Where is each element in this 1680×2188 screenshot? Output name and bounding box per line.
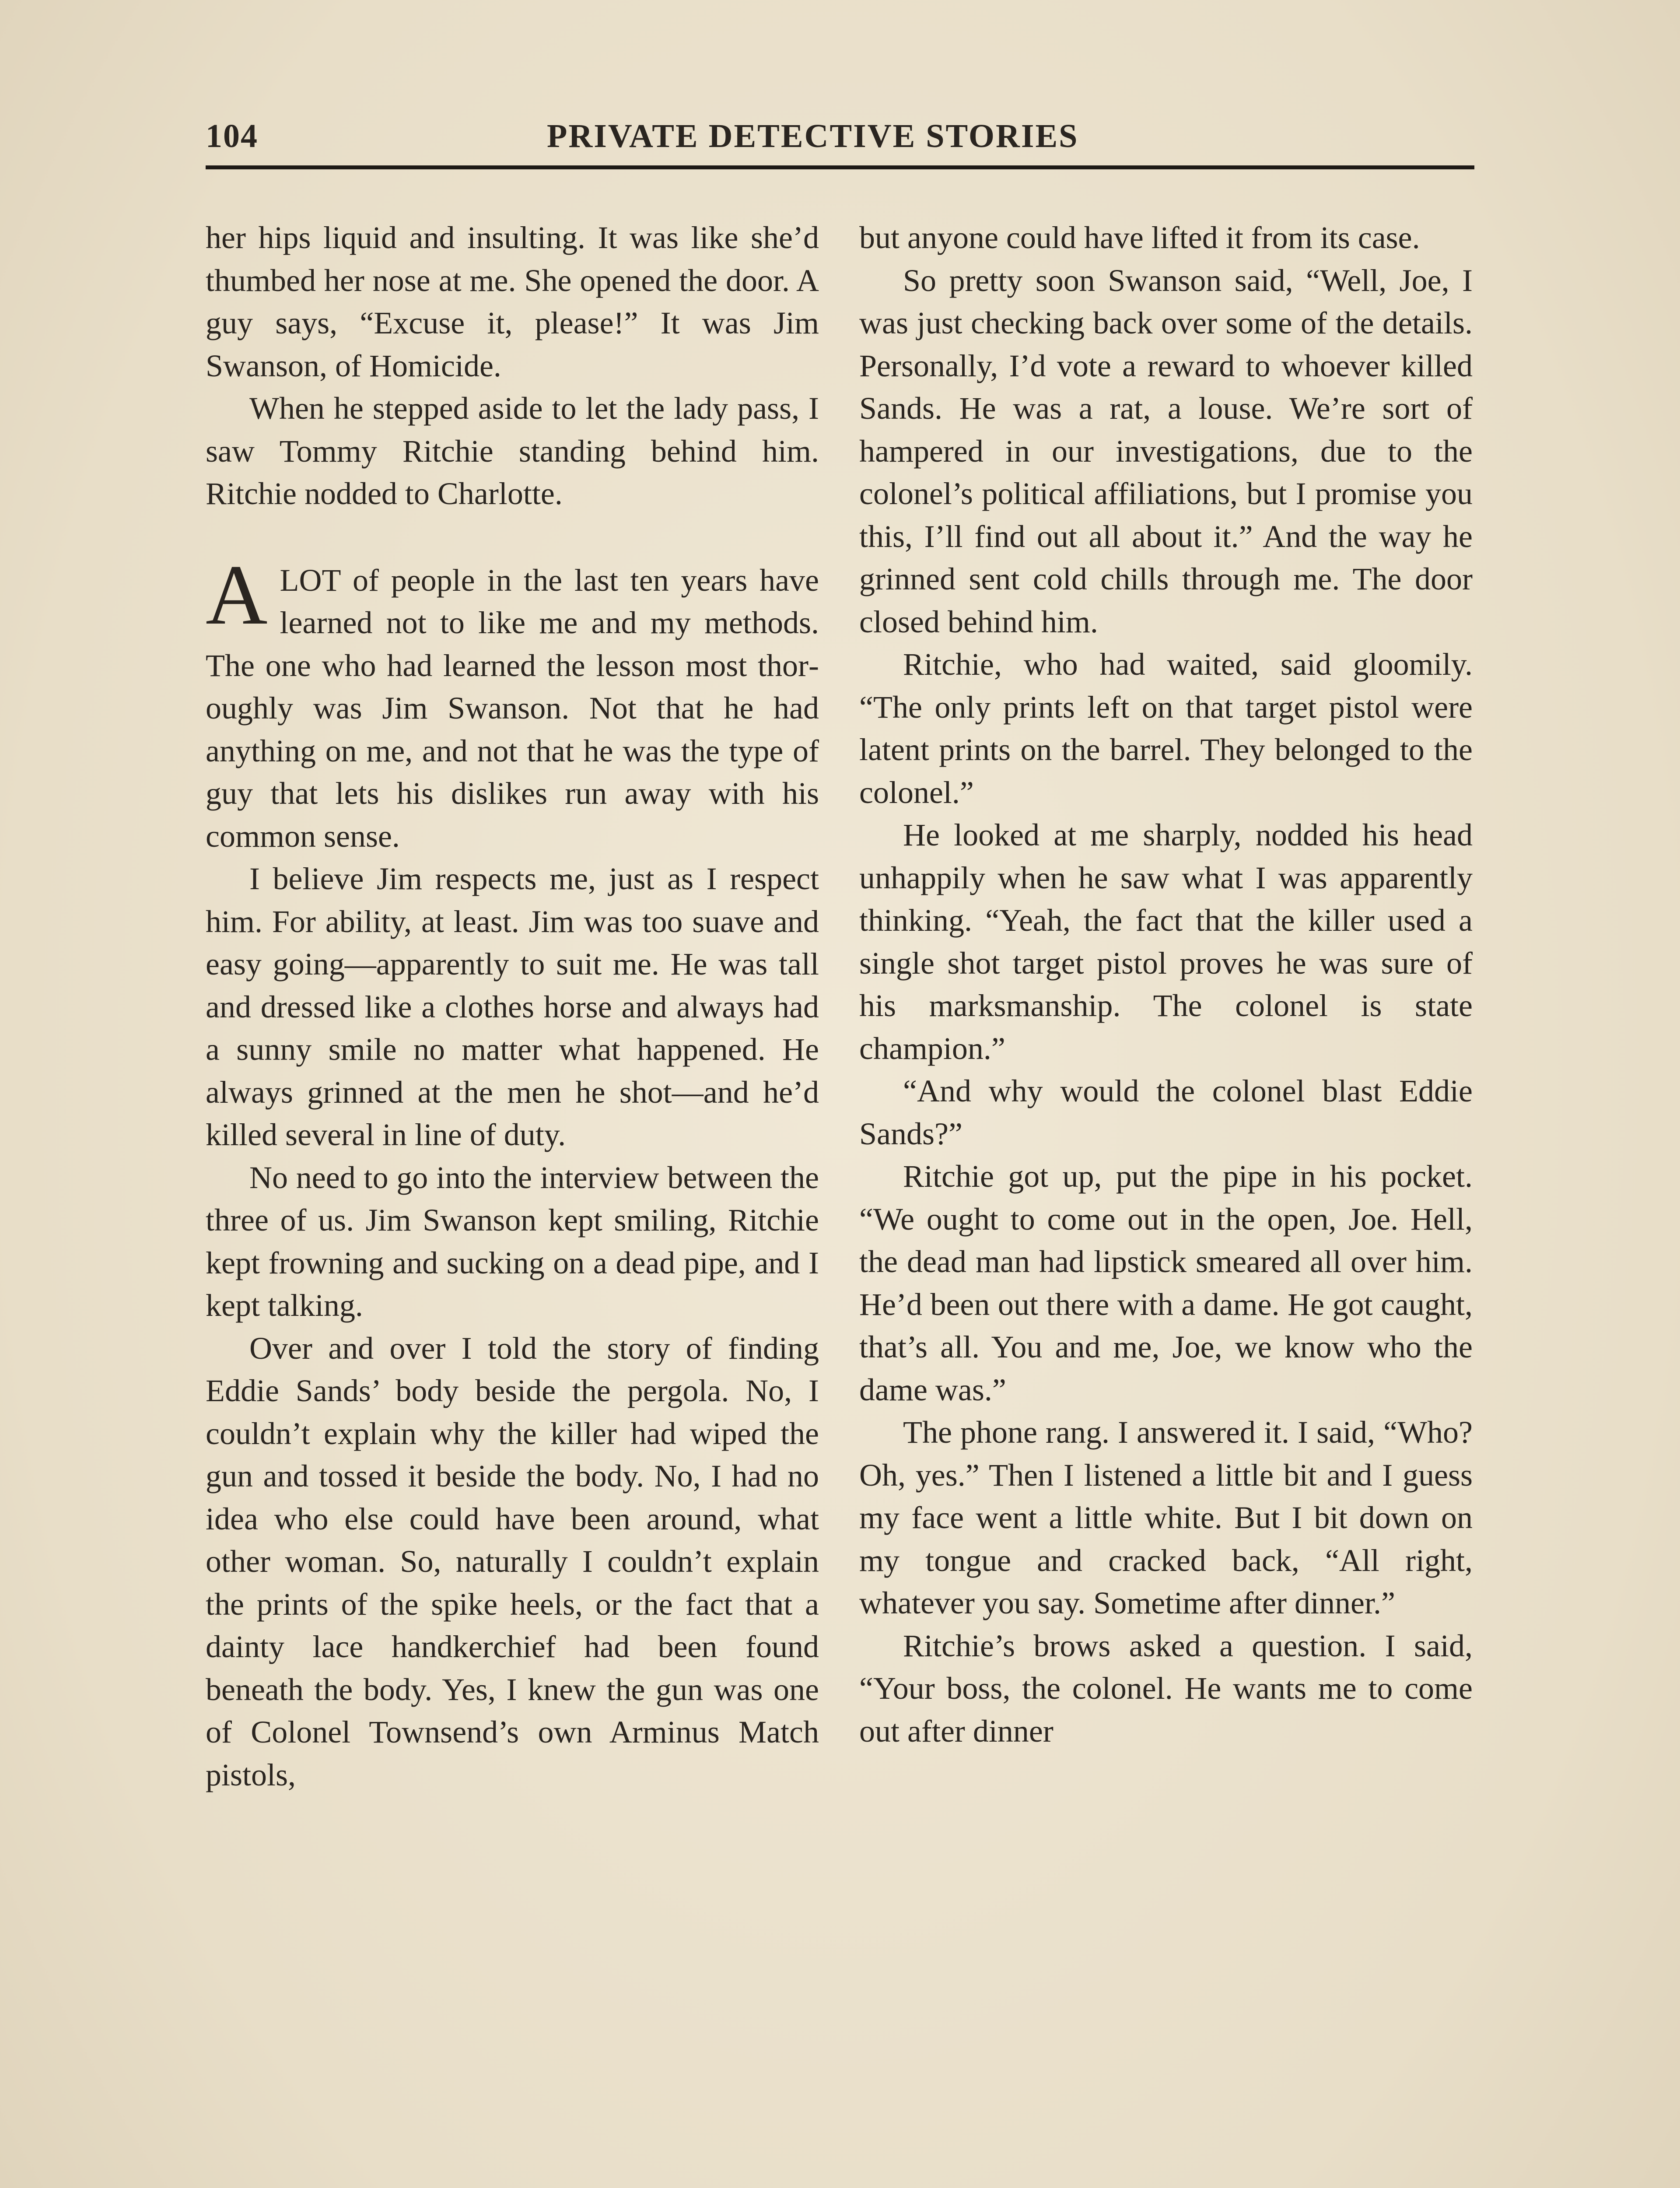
header-rule bbox=[206, 165, 1474, 169]
page-header bbox=[206, 117, 1474, 165]
paragraph: When he stepped aside to let the lady pass, I saw Tommy Ritchie standing behind him. Ritchie nodded to Charlotte. bbox=[206, 391, 819, 511]
paragraph: I believe Jim respects me, just as I respect him. For ability, at least. Jim was too suave and easy going—apparently to suit me. He was tall and dressed like a clothes horse and always had a sunny smile no matter what happened. He always grinned at the men he shot—and he’d killed several in line of duty. bbox=[206, 861, 819, 1152]
section-break bbox=[206, 515, 819, 559]
paragraph: So pretty soon Swanson said, “Well, Joe, I was just checking back over some of the details. Personally, I’d vote a reward to whoever killed Sands. He was a rat, a louse. We’re sort of hampered in our investigations, due to the colonel’s political affiliations, but I promise you this, I’ll find out all about it.” And the way he grinned sent cold chills through me. The door closed behind him. bbox=[859, 263, 1473, 639]
paragraph: Ritchie got up, put the pipe in his pocket. “We ought to come out in the open, Joe. Hell, the dead man had lipstick smeared all over him. He’d been out there with a dame. He got caught, that’s all. You and me, Joe, we know who the dame was.” bbox=[859, 1159, 1473, 1407]
paragraph: He looked at me sharply, nodded his head unhappily when he saw what I was apparently thinking. “Yeah, the fact that the killer used a single shot target pistol proves he was sure of his marksmanship. The colonel is state champion.” bbox=[859, 817, 1473, 1066]
paragraph: Ritchie’s brows asked a question. I said, “Your boss, the colonel. He wants me to come out after dinner bbox=[859, 1628, 1473, 1749]
paragraph: No need to go into the interview between the three of us. Jim Swanson kept smiling, Ritchie kept frowning and sucking on a dead pipe, and I kept talking. bbox=[206, 1160, 819, 1323]
paragraph: but anyone could have lifted it from its case. bbox=[859, 220, 1420, 255]
drop-cap: A bbox=[206, 547, 268, 642]
page-number: 104 bbox=[206, 118, 258, 154]
paragraph: The phone rang. I answered it. I said, “Who? Oh, yes.” Then I listened a little bit and I guess my face went a little white. But I bit down on my tongue and cracked back, “All right, whatever you say. Sometime after dinner.” bbox=[859, 1415, 1473, 1620]
left-column bbox=[206, 217, 819, 1796]
section-opening-text: LOT of people in the last ten years have learned not to like me and my methods. The one who had learned the lesson most thoroughly was Jim Swanson. Not that he had anything on me, and not that he was the type of guy that lets his dislikes run away with his common sense. bbox=[206, 562, 819, 854]
paragraph: Ritchie, who had waited, said gloomily. “The only prints left on that target pistol were latent prints on the barrel. They belonged to the colonel.” bbox=[859, 647, 1473, 810]
paragraph: Over and over I told the story of finding Eddie Sands’ body beside the pergola. No, I couldn’t explain why the killer had wiped the gun and tossed it beside the body. No, I had no idea who else could have been around, what other woman. So, naturally I couldn’t explain the prints of the spike heels, or the fact that a dainty lace handkerchief had been found beneath the body. Yes, I knew the gun was one of Colonel Townsend’s own Arminus Match pistols, bbox=[206, 1330, 819, 1792]
paragraph: her hips liquid and insulting. It was like she’d thumbed her nose at me. She opened the door. A guy says, “Excuse it, please!” It was Jim Swanson, of Homicide. bbox=[206, 220, 819, 383]
running-title: PRIVATE DETECTIVE STORIES bbox=[547, 118, 1079, 154]
paragraph: “And why would the colonel blast Eddie Sands?” bbox=[859, 1073, 1473, 1151]
section-opening-paragraph bbox=[206, 547, 819, 858]
right-column bbox=[859, 217, 1473, 1753]
